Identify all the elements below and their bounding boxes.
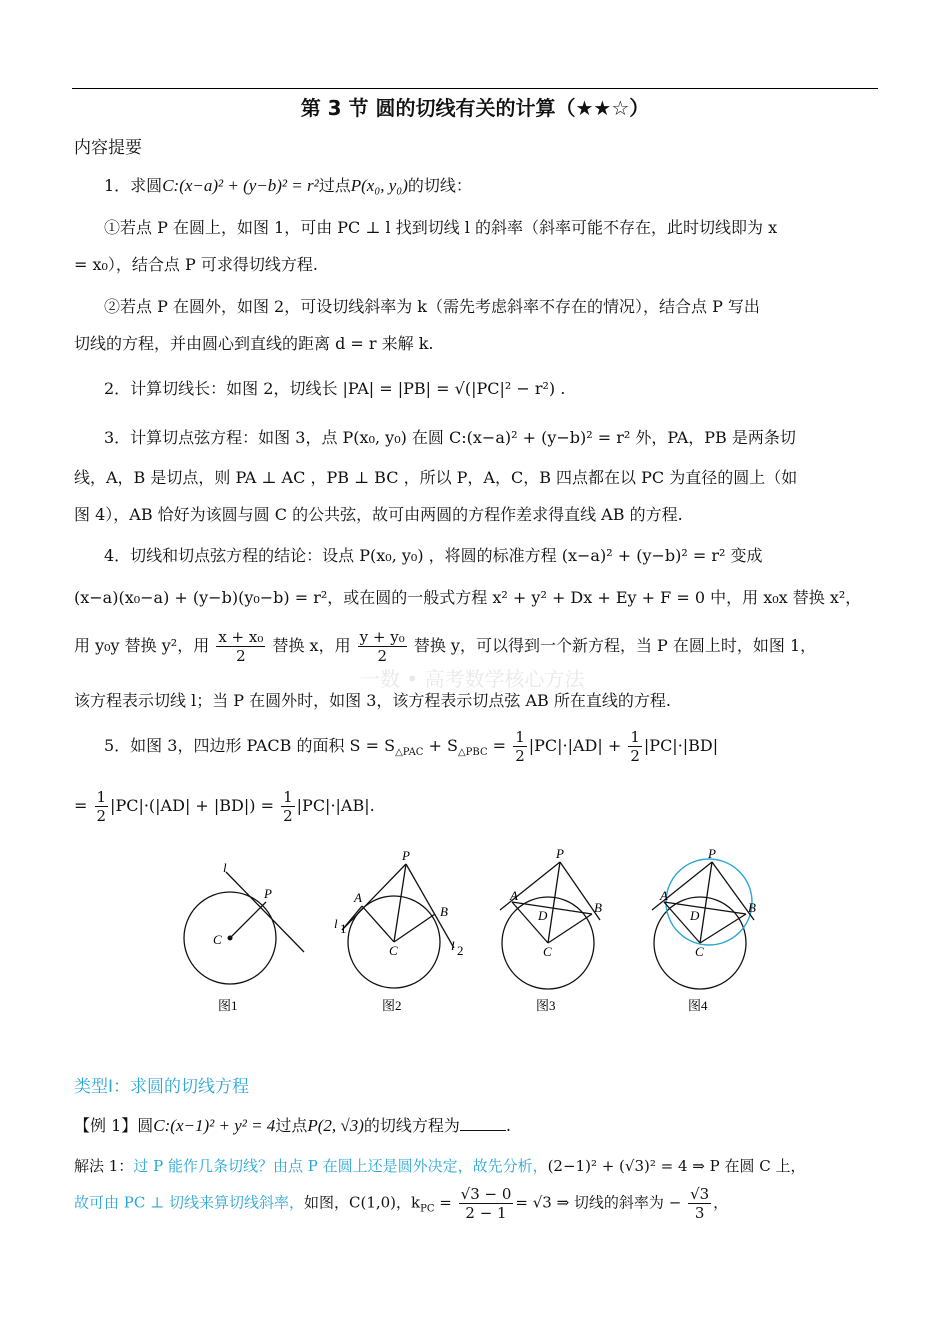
label-b-fig3: B bbox=[594, 900, 602, 915]
figure-2 bbox=[334, 848, 464, 1013]
item-2: 2．计算切线长：如图 2，切线长 |PA| = |PB| = √(|PC|² − r²) . bbox=[104, 379, 566, 398]
caption-fig2: 图2 bbox=[382, 998, 402, 1013]
item-3-line2: 线，A，B 是切点，则 PA ⊥ AC ，PB ⊥ BC ，所以 P，A，C，B 四点都在以 PC 为直径的圆上（如 bbox=[74, 468, 798, 487]
label-b-fig4: B bbox=[748, 900, 756, 915]
item-4-line1: 4．切线和切点弦方程的结论：设点 P(x₀, y₀) ，将圆的标准方程 (x−a)² + (y−b)² = r² 变成 bbox=[104, 546, 763, 565]
label-c-fig2: C bbox=[389, 943, 398, 958]
caption-fig4: 图4 bbox=[688, 998, 708, 1013]
example-1: 【例 1】圆C:(x−1)² + y² = 4过点P(2, √3)的切线方程为 . bbox=[74, 1116, 511, 1135]
summary-heading: 内容提要 bbox=[74, 138, 142, 158]
fraction-y: $\frac{\text{y + y₀}}{2}$ bbox=[359, 628, 405, 665]
label-a-fig3: A bbox=[510, 888, 518, 903]
label-l2: l bbox=[451, 938, 455, 953]
figure-1 bbox=[184, 860, 304, 1013]
item-3-line1: 3．计算切点弦方程：如图 3，点 P(x₀, y₀) 在圆 C:(x−a)² + (y−b)² = r² 外，PA，PB 是两条切 bbox=[104, 428, 796, 447]
label-c-fig4: C bbox=[695, 944, 704, 959]
fraction-half-4: $\frac{1}{2}$ bbox=[283, 788, 293, 825]
item-4-line2: (x−a)(x₀−a) + (y−b)(y₀−b) = r²，或在圆的一般式方程 x² + y² + Dx + Ey + F = 0 中，用 x₀x 替换 x²， bbox=[74, 588, 862, 607]
label-p-fig3: P bbox=[556, 846, 564, 861]
item-5-line2: = $\frac{1}{2}$ |PC|·(|AD| + |BD|) = $\frac{1}{2}$ |PC|·|AB|. bbox=[74, 788, 375, 825]
item-4-line3: 用 y₀y 替换 y²，用 $\frac{\text{x + x₀}}{2}$ 替换 x，用 $\frac{\text{y + y₀}}{2}$ 替换 y，可以得到一个新方程，当 P 在圆上时，如图 1， bbox=[74, 628, 817, 665]
fraction-half-2: $\frac{1}{2}$ bbox=[630, 728, 640, 765]
fraction-tangent-slope: $\frac{√3}{3}$ bbox=[690, 1185, 710, 1222]
label-d-fig3: D bbox=[538, 908, 548, 923]
item-1b-line1: ②若点 P 在圆外，如图 2，可设切线斜率为 k（需先考虑斜率不存在的情况），结合点 P 写出 bbox=[104, 297, 760, 316]
label-c-fig1: C bbox=[213, 932, 222, 947]
fraction-half-3: $\frac{1}{2}$ bbox=[96, 788, 107, 825]
svg-text:2: 2 bbox=[457, 943, 464, 958]
label-p-fig2: P bbox=[402, 848, 410, 863]
figure-4 bbox=[652, 846, 756, 1013]
item-3-line3: 图 4），AB 恰好为该圆与圆 C 的公共弦，故可由两圆的方程作差求得直线 AB 的方程. bbox=[74, 505, 683, 524]
fraction-half-1: $\frac{1}{2}$ bbox=[515, 728, 525, 765]
figure-3 bbox=[500, 846, 602, 1013]
svg-text:1: 1 bbox=[340, 921, 347, 936]
fraction-slope: $\frac{√3 - 0}{2 - 1}$ bbox=[460, 1185, 512, 1222]
label-l: l bbox=[223, 860, 227, 875]
label-b-fig2: B bbox=[440, 904, 448, 919]
solution-line1: 解法 1：过 P 能作几条切线？由点 P 在圆上还是圆外决定，故先分析，(2−1)² + (√3)² = 4 ⇒ P 在圆 C 上， bbox=[74, 1157, 806, 1175]
caption-fig1: 图1 bbox=[218, 998, 238, 1013]
item-1b-line2: 切线的方程，并由圆心到直线的距离 d = r 来解 k. bbox=[74, 334, 434, 353]
label-p-fig4: P bbox=[708, 846, 716, 861]
item-5-line1: 5．如图 3，四边形 PACB 的面积 $S = S_{\triangle PAC} + S_{\triangle PBC}$ = $\frac{1}{2}$ |PC|·|AD| + $\frac{1}{2}$ |PC|·|BD| bbox=[104, 728, 719, 765]
solution-line2: 故可由 PC ⊥ 切线来算切线斜率，如图，C(1,0)，$k_{PC}$ = $\frac{√3 - 0}{2 - 1}$ = √3 ⇒ 切线的斜率为 − $\frac{√3}{3}$ ， bbox=[74, 1185, 729, 1222]
label-l1: l bbox=[334, 916, 338, 931]
label-c-fig3: C bbox=[543, 944, 552, 959]
item-1a-line2: = x₀），结合点 P 可求得切线方程. bbox=[74, 255, 318, 274]
section-title: 第 3 节 圆的切线有关的计算（★★☆） bbox=[300, 96, 650, 120]
label-a-fig2: A bbox=[354, 890, 362, 905]
watermark: 一数 • 高考数学核心方法 bbox=[360, 667, 585, 691]
type-1-title: 类型Ⅰ：求圆的切线方程 bbox=[74, 1077, 250, 1097]
fraction-x: $\frac{\text{x + x₀}}{2}$ bbox=[218, 628, 264, 665]
top-rule bbox=[72, 88, 878, 89]
label-p-fig1: P bbox=[264, 886, 272, 901]
item-4-line4: 该方程表示切线 l；当 P 在圆外时，如图 3，该方程表示切点弦 AB 所在直线的方程. bbox=[74, 691, 671, 710]
figures bbox=[160, 840, 800, 1020]
label-a-fig4: A bbox=[660, 888, 668, 903]
item-1a-line1: ①若点 P 在圆上，如图 1，可由 PC ⊥ l 找到切线 l 的斜率（斜率可能不存在，此时切线即为 x bbox=[104, 218, 778, 237]
caption-fig3: 图3 bbox=[536, 998, 556, 1013]
item-1: 1．求圆C:(x−a)² + (y−b)² = r²过点P(x₀, y₀)的切线： bbox=[104, 176, 472, 195]
label-d-fig4: D bbox=[690, 908, 700, 923]
answer-blank[interactable] bbox=[460, 1116, 506, 1131]
